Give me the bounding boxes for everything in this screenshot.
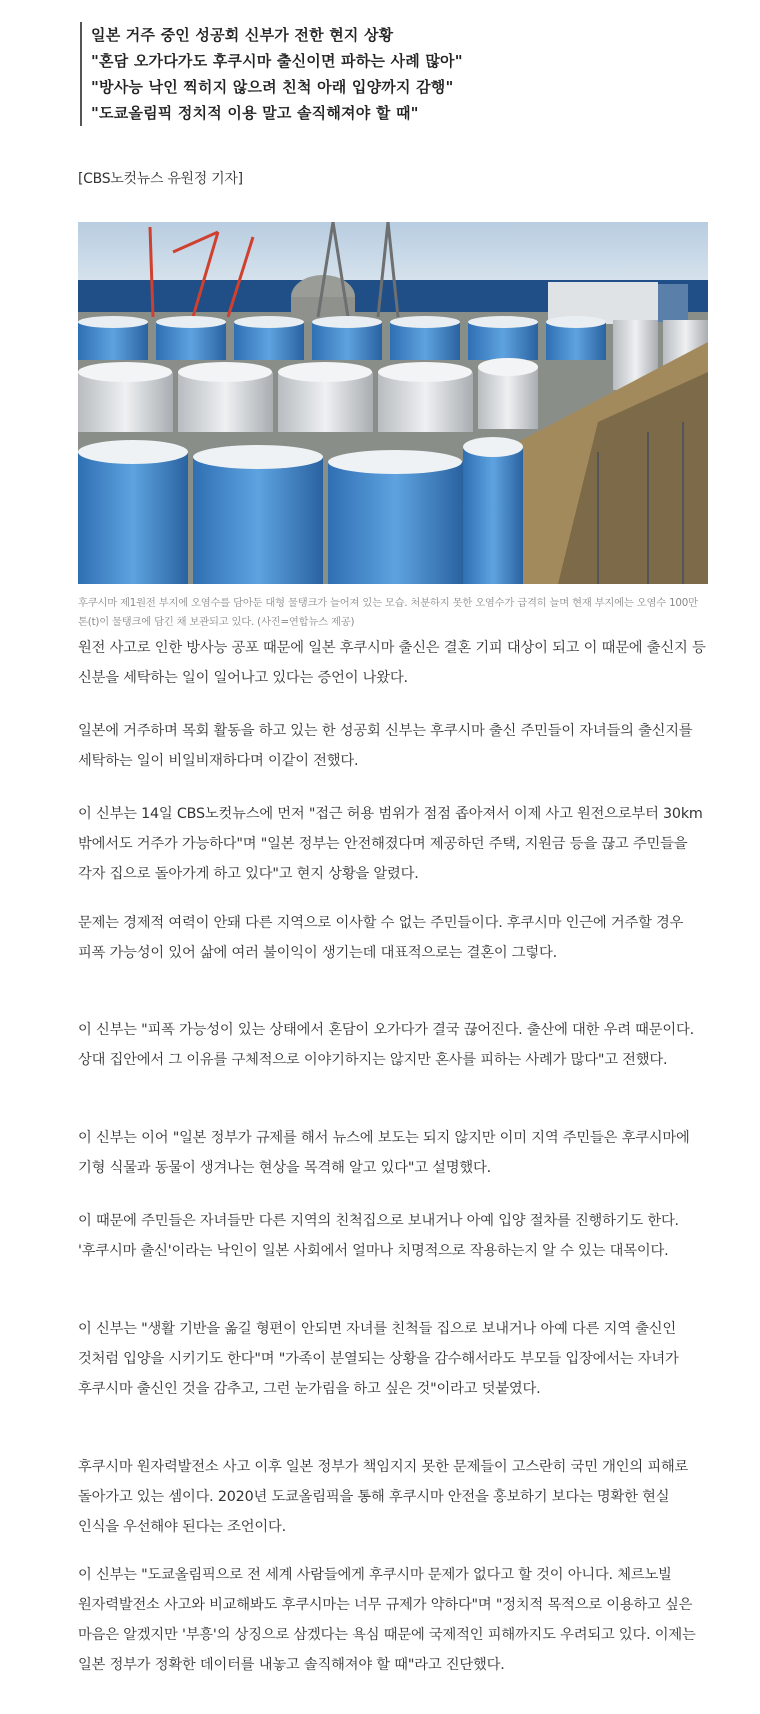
- subtitle-line: "도쿄올림픽 정치적 이용 말고 솔직해져야 할 때": [91, 104, 419, 122]
- paragraph: 후쿠시마 원자력발전소 사고 이후 일본 정부가 책임지지 못한 문제들이 고스란히 국민 개인의 피해로 돌아가고 있는 셈이다. 2020년 도쿄올림픽을 통해 후쿠시마 안전을 홍보하기 보다는 명확한 현실 인식을 우선해야 된다는 조언이다.: [78, 1459, 689, 1535]
- paragraph: 이 신부는 "피폭 가능성이 있는 상태에서 혼담이 오가다가 결국 끊어진다. 출산에 대한 우려 때문이다. 상대 집안에서 그 이유를 구체적으로 이야기하지는 않지만 혼사를 피하는 사례가 많다"고 전했다.: [78, 1022, 694, 1068]
- subtitle-line: "혼담 오가다가도 후쿠시마 출신이면 파하는 사례 많아": [91, 52, 463, 70]
- subtitle-line: "방사능 낙인 찍히지 않으려 친척 아래 입양까지 감행": [91, 78, 454, 96]
- paragraph: 이 신부는 14일 CBS노컷뉴스에 먼저 "접근 허용 범위가 점점 좁아져서 이제 사고 원전으로부터 30km 밖에서도 거주가 가능하다"며 "일본 정부는 안전해졌다며 제공하던 주택, 지원금 등을 끊고 주민들을 각자 집으로 돌아가게 하고 있다"고 현지 상황을 알렸다.: [78, 806, 703, 882]
- photo-caption: 후쿠시마 제1원전 부지에 오염수를 담아둔 대형 물탱크가 늘어져 있는 모습. 처분하지 못한 오염수가 급격히 늘며 현재 부지에는 오염수 100만 톤(t)이 물탱크에 담긴 채 보관되고 있다. (사진=연합뉴스 제공): [78, 597, 698, 628]
- paragraph: 이 신부는 이어 "일본 정부가 규제를 해서 뉴스에 보도는 되지 않지만 이미 지역 주민들은 후쿠시마에 기형 식물과 동물이 생겨나는 현상을 목격해 알고 있다"고 설명했다.: [78, 1130, 690, 1176]
- byline: [CBS노컷뉴스 유원정 기자]: [78, 171, 243, 187]
- paragraph: 원전 사고로 인한 방사능 공포 때문에 일본 후쿠시마 출신은 결혼 기피 대상이 되고 이 때문에 출신지 등 신분을 세탁하는 일이 일어나고 있다는 증언이 나왔다.: [78, 640, 706, 686]
- paragraph: 이 신부는 "생활 기반을 옮길 형편이 안되면 자녀를 친척들 집으로 보내거나 아예 다른 지역 출신인 것처럼 입양을 시키기도 한다"며 "가족이 분열되는 상황을 감수해서라도 부모들 입장에서는 자녀가 후쿠시마 출신인 것을 감추고, 그런 눈가림을 하고 싶은 것"이라고 덧붙였다.: [78, 1321, 679, 1397]
- paragraph: 일본에 거주하며 목회 활동을 하고 있는 한 성공회 신부는 후쿠시마 출신 주민들이 자녀들의 출신지를 세탁하는 일이 비일비재하다며 이같이 전했다.: [78, 723, 693, 769]
- article-photo: [78, 222, 708, 584]
- article-subtitles: [80, 22, 711, 126]
- paragraph: 문제는 경제적 여력이 안돼 다른 지역으로 이사할 수 없는 주민들이다. 후쿠시마 인근에 거주할 경우 피폭 가능성이 있어 삶에 여러 불이익이 생기는데 대표적으로는 결혼이 그렇다.: [78, 915, 684, 961]
- paragraph: 이 신부는 "도쿄올림픽으로 전 세계 사람들에게 후쿠시마 문제가 없다고 할 것이 아니다. 체르노빌 원자력발전소 사고와 비교해봐도 후쿠시마는 너무 규제가 약하다"며 "정치적 목적으로 이용하고 싶은 마음은 알겠지만 '부흥'의 상징으로 삼겠다는 욕심 때문에 국제적인 피해까지도 우려되고 있다. 이제는 일본 정부가 정확한 데이터를 내놓고 솔직해져야 할 때"라고 진단했다.: [78, 1567, 696, 1673]
- subtitle-line: 일본 거주 중인 성공회 신부가 전한 현지 상황: [91, 26, 394, 44]
- paragraph: 이 때문에 주민들은 자녀들만 다른 지역의 친척집으로 보내거나 아예 입양 절차를 진행하기도 한다. '후쿠시마 출신'이라는 낙인이 일본 사회에서 얼마나 치명적으로 작용하는지 알 수 있는 대목이다.: [78, 1213, 679, 1259]
